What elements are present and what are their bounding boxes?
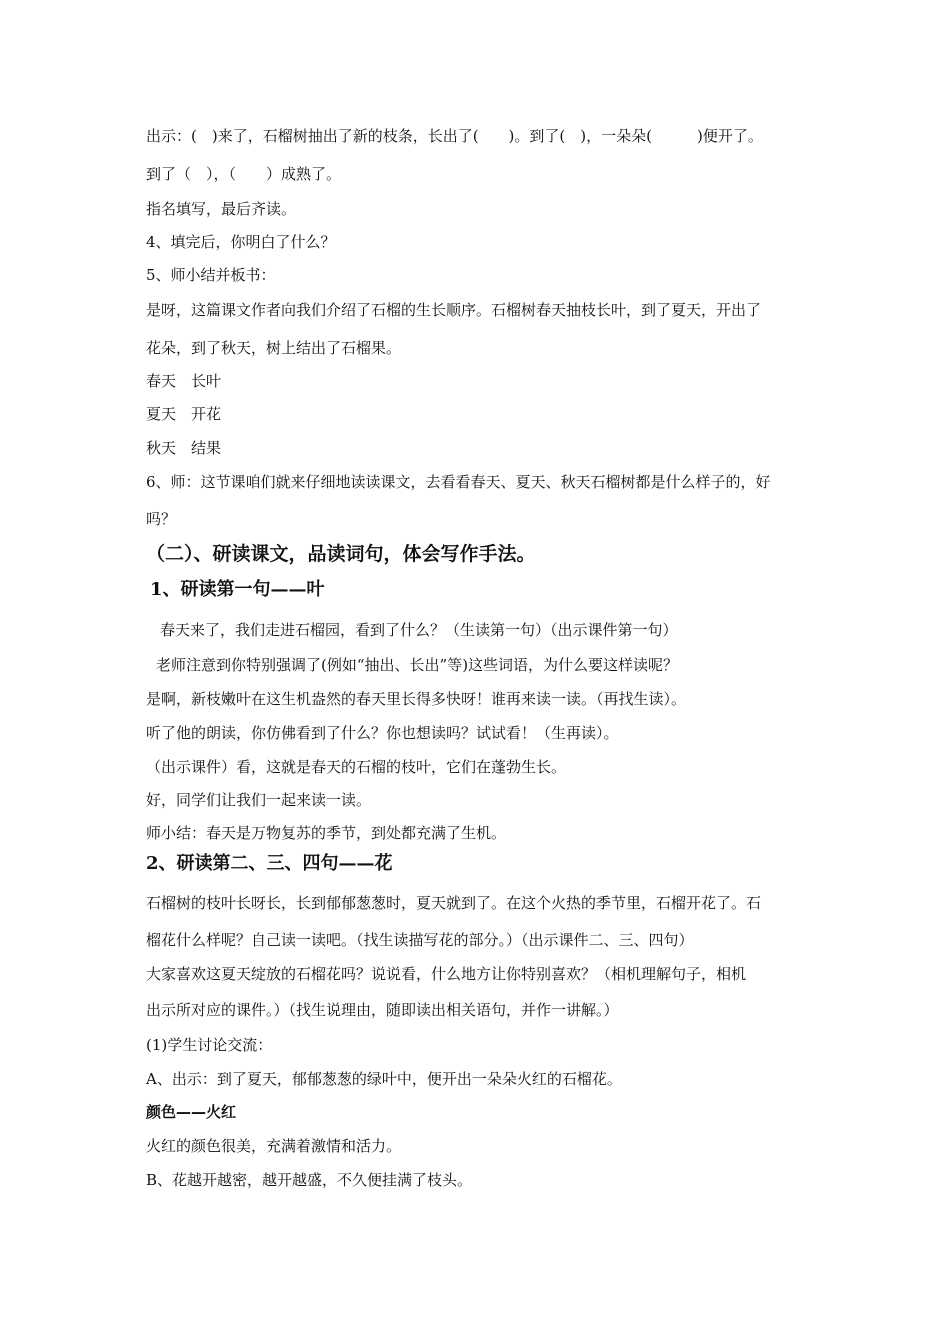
text-line: B、花越开越密，越开越盛，不久便挂满了枝头。 xyxy=(146,1171,473,1189)
section-heading: （二）、研读课文，品读词句，体会写作手法。 xyxy=(146,543,536,565)
subsection-heading: 2、研读第二、三、四句——花 xyxy=(146,853,393,874)
text-line: 好，同学们让我们一起来读一读。 xyxy=(146,791,372,809)
text-line: 5、师小结并板书： xyxy=(146,266,276,284)
text-line: 师小结：春天是万物复苏的季节，到处都充满了生机。 xyxy=(146,824,507,842)
text-line: 是啊，新枝嫩叶在这生机盎然的春天里长得多快呀！谁再来读一读。（再找生读）。 xyxy=(146,690,687,708)
text-line: (1)学生讨论交流： xyxy=(146,1036,273,1054)
text-line: 秋天 结果 xyxy=(146,439,222,457)
text-line: 吗？ xyxy=(146,510,177,528)
text-line: 6、师：这节课咱们就来仔细地读读课文，去看看春天、夏天、秋天石榴树都是什么样子的，好 xyxy=(146,473,771,491)
text-line: 到了（ ），（ ）成熟了。 xyxy=(146,165,342,183)
bold-label: 颜色——火红 xyxy=(146,1103,237,1121)
subsection-heading: 1、研读第一句——叶 xyxy=(150,579,325,600)
text-line: 大家喜欢这夏天绽放的石榴花吗？说说看，什么地方让你特别喜欢？（相机理解句子，相机 xyxy=(146,965,747,983)
text-line: （出示课件）看，这就是春天的石榴的枝叶，它们在蓬勃生长。 xyxy=(146,758,567,776)
text-line: 春天来了，我们走进石榴园，看到了什么？（生读第一句）（出示课件第一句） xyxy=(160,621,678,639)
text-line: 4、填完后，你明白了什么？ xyxy=(146,233,336,251)
text-line: 老师注意到你特别强调了(例如“抽出、长出”等)这些词语，为什么要这样读呢？ xyxy=(156,656,679,674)
text-line: A、出示：到了夏天，郁郁葱葱的绿叶中，便开出一朵朵火红的石榴花。 xyxy=(146,1070,622,1088)
text-line: 是呀，这篇课文作者向我们介绍了石榴的生长顺序。石榴树春天抽枝长叶，到了夏天，开出了 xyxy=(146,301,762,319)
text-line: 火红的颜色很美，充满着激情和活力。 xyxy=(146,1137,402,1155)
text-line: 出示所对应的课件。）（找生说理由，随即读出相关语句，并作一讲解。） xyxy=(146,1001,619,1019)
text-line: 榴花什么样呢？自己读一读吧。（找生读描写花的部分。）（出示课件二、三、四句） xyxy=(146,931,694,949)
text-line: 石榴树的枝叶长呀长，长到郁郁葱葱时，夏天就到了。在这个火热的季节里，石榴开花了。石 xyxy=(146,894,762,912)
text-line: 春天 长叶 xyxy=(146,372,222,390)
text-line: 出示：( )来了，石榴树抽出了新的枝条，长出了( )。到了( )，一朵朵( )便开了。 xyxy=(146,127,763,145)
text-line: 指名填写，最后齐读。 xyxy=(146,200,297,218)
text-line: 听了他的朗读，你仿佛看到了什么？你也想读吗？试试看！（生再读）。 xyxy=(146,724,619,742)
text-line: 花朵，到了秋天，树上结出了石榴果。 xyxy=(146,339,402,357)
text-line: 夏天 开花 xyxy=(146,405,222,423)
